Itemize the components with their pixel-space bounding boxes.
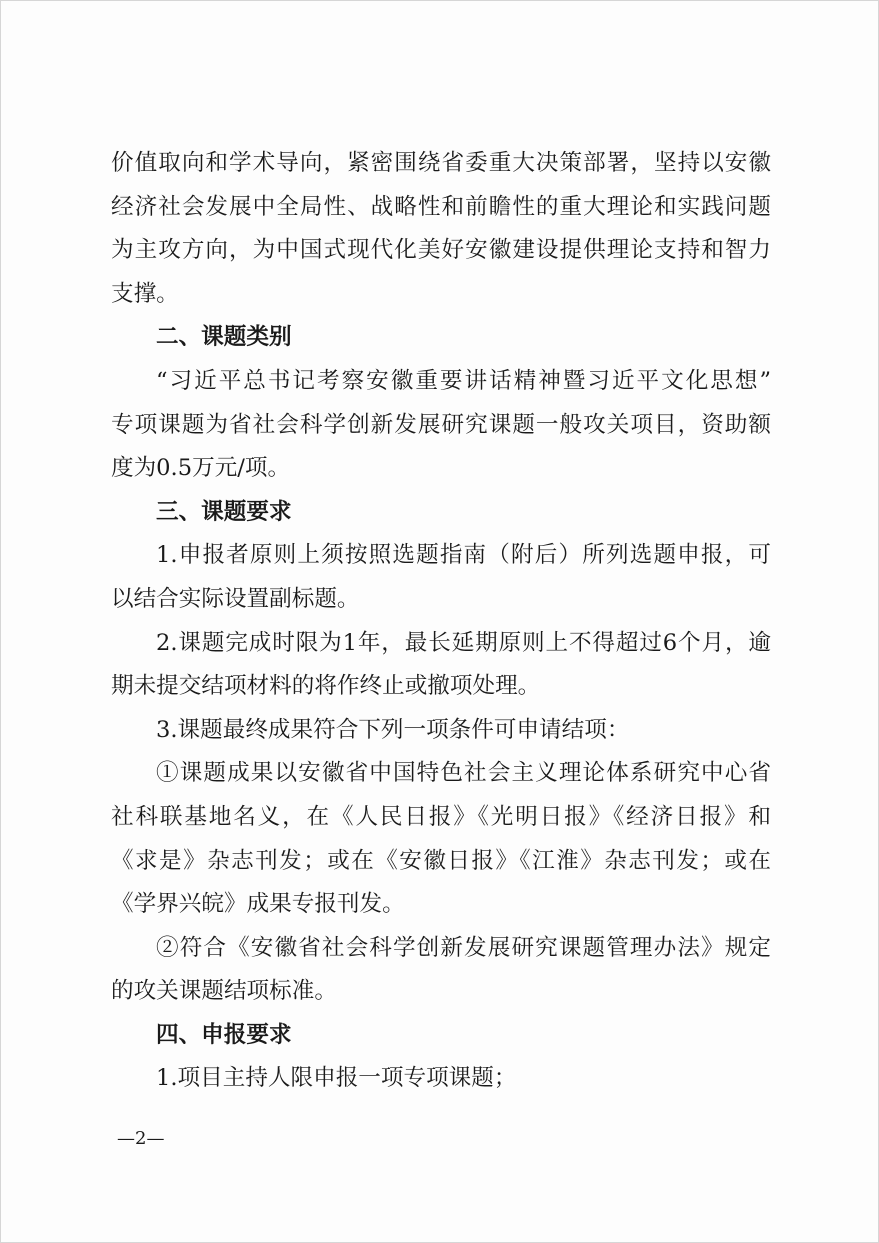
paragraph-line: 支撑。 xyxy=(111,280,179,307)
paragraph-line: 为主攻方向，为中国式现代化美好安徽建设提供理论支持和智力 xyxy=(111,237,771,264)
section-heading-requirements: 三、课题要求 xyxy=(156,498,292,525)
paragraph-line: 3.课题最终成果符合下列一项条件可申请结项： xyxy=(156,716,630,743)
paragraph-line: 以结合实际设置副标题。 xyxy=(111,585,360,612)
paragraph-line: 度为0.5万元/项。 xyxy=(111,455,291,482)
paragraph-line: 2.课题完成时限为1年，最长延期原则上不得超过6个月，逾 xyxy=(156,629,771,656)
paragraph-line: 的攻关课题结项标准。 xyxy=(111,978,337,1005)
paragraph-line: 1.申报者原则上须按照选题指南（附后）所列选题申报，可 xyxy=(156,542,771,569)
paragraph-line: ①课题成果以安徽省中国特色社会主义理论体系研究中心省 xyxy=(156,760,771,787)
paragraph-line: 专项课题为省社会科学创新发展研究课题一般攻关项目，资助额 xyxy=(111,411,771,438)
paragraph-line: “习近平总书记考察安徽重要讲话精神暨习近平文化思想” xyxy=(156,367,771,394)
paragraph-line: ②符合《安徽省社会科学创新发展研究课题管理办法》规定 xyxy=(156,934,771,961)
page-number: —2— xyxy=(117,1128,165,1149)
paragraph-line: 价值取向和学术导向，紧密围绕省委重大决策部署，坚持以安徽 xyxy=(111,150,771,176)
paragraph-line: 社科联基地名义，在《人民日报》《光明日报》《经济日报》和 xyxy=(111,803,771,830)
paragraph-line: 经济社会发展中全局性、战略性和前瞻性的重大理论和实践问题 xyxy=(111,193,771,220)
section-heading-category: 二、课题类别 xyxy=(156,324,292,351)
paragraph-line: 期未提交结项材料的将作终止或撤项处理。 xyxy=(111,673,541,700)
section-heading-application: 四、申报要求 xyxy=(156,1021,292,1048)
paragraph-line: 《求是》杂志刊发；或在《安徽日报》《江淮》杂志刊发；或在 xyxy=(111,847,771,874)
paragraph-line: 1.项目主持人限申报一项专项课题； xyxy=(156,1065,517,1092)
document-body xyxy=(111,142,771,1101)
paragraph-line: 《学界兴皖》成果专报刊发。 xyxy=(111,891,405,918)
